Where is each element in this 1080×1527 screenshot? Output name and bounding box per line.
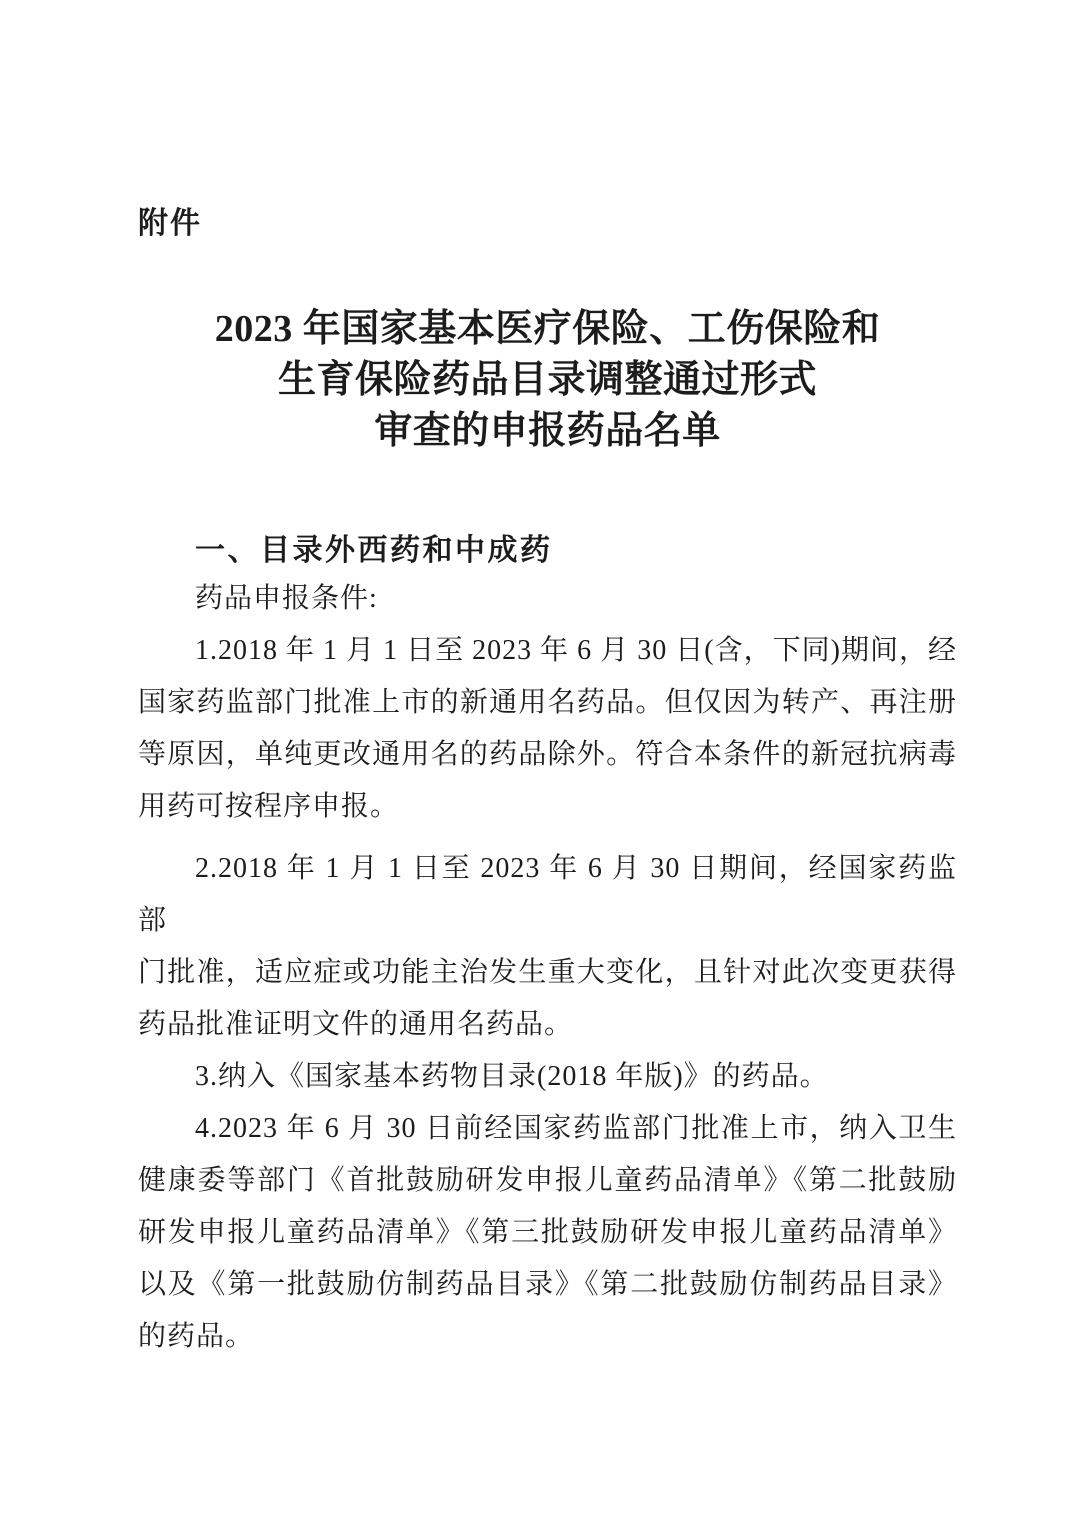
- attachment-label: 附件: [138, 207, 202, 240]
- document-title-line-3: 审查的申报药品名单: [374, 410, 721, 452]
- condition-label: 药品申报条件:: [195, 583, 378, 614]
- paragraph-line: 2.2018 年 1 月 1 日至 2023 年 6 月 30 日期间，经国家药监部: [138, 853, 957, 936]
- paragraph-1: [138, 625, 957, 833]
- paragraph-line: 用药可按程序申报。: [138, 791, 400, 822]
- paragraph-line: 4.2023 年 6 月 30 日前经国家药监部门批准上市，纳入卫生: [195, 1113, 957, 1144]
- paragraph-line: 1.2018 年 1 月 1 日至 2023 年 6 月 30 日(含，下同)期间，经: [195, 635, 957, 666]
- document-title-line-1: 2023 年国家基本医疗保险、工伤保险和: [214, 308, 881, 350]
- document-body: [138, 573, 957, 1363]
- paragraph-4: [138, 1103, 957, 1363]
- document-title: [138, 304, 957, 457]
- paragraph-line: 药品批准证明文件的通用名药品。: [138, 1009, 574, 1040]
- paragraph-line: 门批准，适应症或功能主治发生重大变化，且针对此次变更获得: [138, 957, 957, 988]
- paragraph-line: 3.纳入《国家基本药物目录(2018 年版)》的药品。: [195, 1061, 829, 1092]
- paragraph-3: [138, 1051, 957, 1103]
- section-heading: 一、目录外西药和中成药: [195, 534, 553, 567]
- paragraph-line: 等原因，单纯更改通用名的药品除外。符合本条件的新冠抗病毒: [138, 739, 957, 770]
- paragraph-2: [138, 843, 957, 1051]
- paragraph-line: 研发申报儿童药品清单》《第三批鼓励研发申报儿童药品清单》: [138, 1217, 957, 1248]
- paragraph-line: 健康委等部门《首批鼓励研发申报儿童药品清单》《第二批鼓励: [138, 1165, 957, 1196]
- paragraph-line: 国家药监部门批准上市的新通用名药品。但仅因为转产、再注册: [138, 687, 957, 718]
- document-title-line-2: 生育保险药品目录调整通过形式: [277, 359, 817, 401]
- paragraph-line: 的药品。: [138, 1321, 255, 1352]
- paragraph-line: 以及《第一批鼓励仿制药品目录》《第二批鼓励仿制药品目录》: [138, 1269, 957, 1300]
